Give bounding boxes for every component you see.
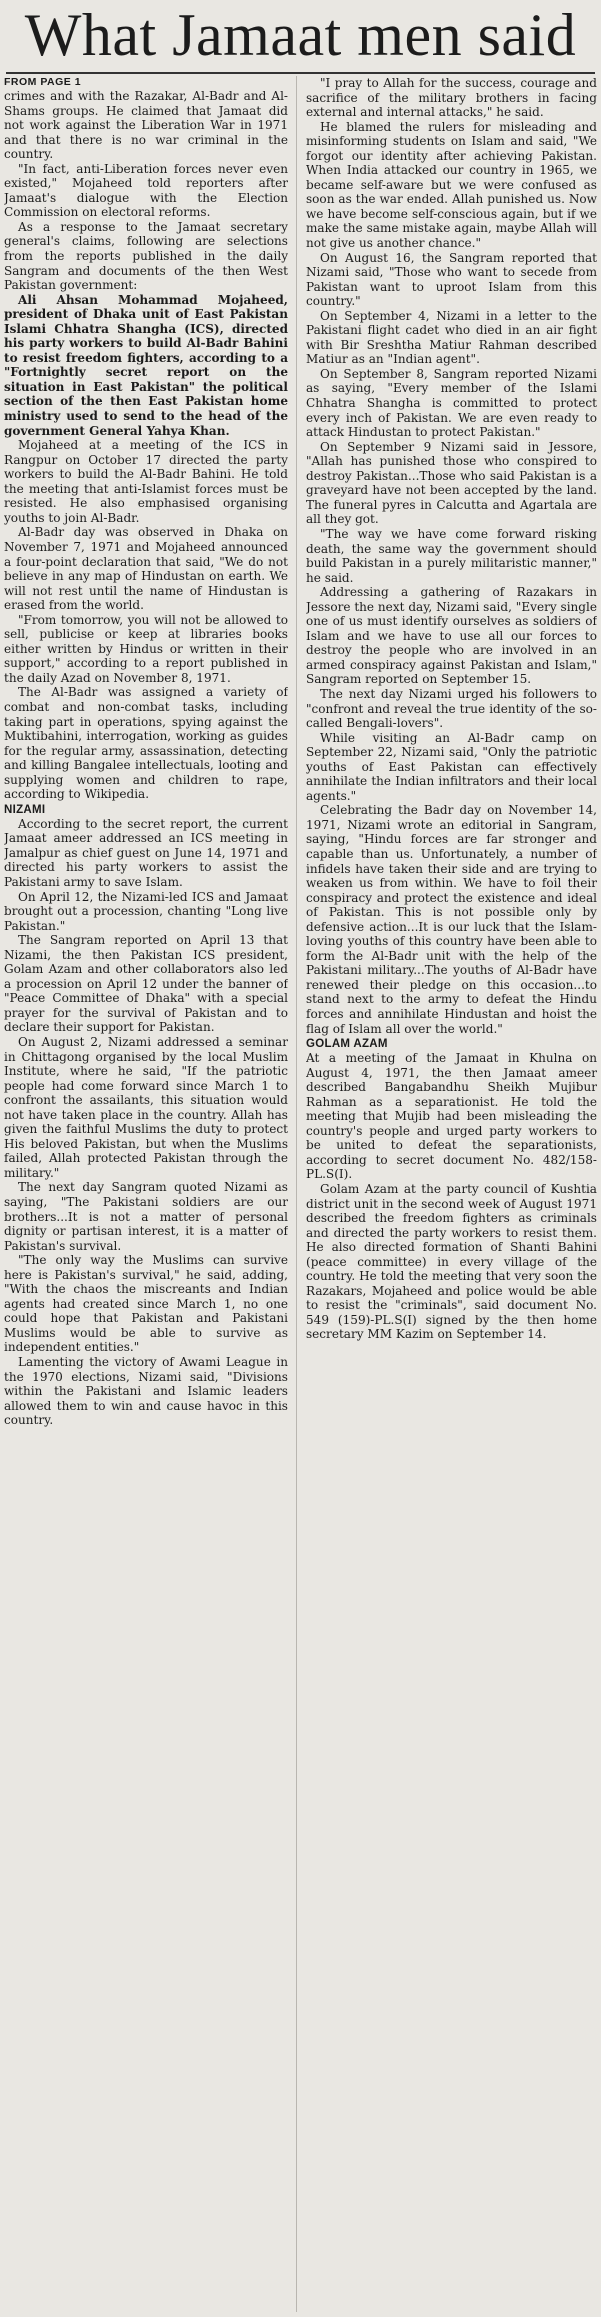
article-paragraph: He blamed the rulers for misleading and misinforming students on Islam and said, "We forgot our identity after achieving Pakistan. When India attacked our country in 1965, we became self-aware but we were confused as soon as the war ended. Allah punished us. Now we have become self-conscious again, but if we make the same mistake again, maybe Allah will not give us another chance." xyxy=(306,119,597,251)
article-paragraph: Ali Ahsan Mohammad Mojaheed, president of Dhaka unit of East Pakistan Islami Chhatra Shangha (ICS), directed his party workers to build Al-Badr Bahini to resist freedom fighters, according to a "Fortnightly secret report on the situation in East Pakistan" the political section of the then East Pakistan home ministry used to send to the head of the government General Yahya Khan. xyxy=(4,292,288,438)
article-paragraph: "From tomorrow, you will not be allowed to sell, publicise or keep at libraries books either written by Hindus or written in their support," according to a report published in the daily Azad on November 8, 1971. xyxy=(4,612,288,685)
article-paragraph: "The only way the Muslims can survive here is Pakistan's survival," he said, adding, "With the chaos the miscreants and Indian agents had created since March 1, no one could hope that Pakistan and Pakistani Muslims would be able to survive as independent entities." xyxy=(4,1253,288,1355)
article-paragraph: Celebrating the Badr day on November 14, 1971, Nizami wrote an editorial in Sangram, saying, "Hindu forces are far stronger and capable than us. Unfortunately, a number of infidels have taken their side and are trying to weaken us from within. We have to foil their conspiracy and protect the existence and ideal of Pakistan. This is not possible only by defensive action...It is our luck that the Islam-loving youths of this country have been able to form the Al-Badr unit with the help of the Pakistani military...The youths of Al-Badr have renewed their pledge on this occasion...to stand next to the army to defeat the Hindu forces and annihilate Hindustan and hoist the flag of Islam all over the world." xyxy=(306,803,597,1036)
article-paragraph: On August 16, the Sangram reported that Nizami said, "Those who want to secede from Pakistan want to uproot Islam from this country." xyxy=(306,250,597,309)
article-column-left xyxy=(4,76,288,2314)
article-paragraph: The next day Sangram quoted Nizami as saying, "The Pakistani soldiers are our brothers...It is not a matter of personal dignity or partisan interest, it is a matter of Pakistan's survival. xyxy=(4,1180,288,1253)
article-paragraph: Mojaheed at a meeting of the ICS in Rangpur on October 17 directed the party workers to build the Al-Badr Bahini. He told the meeting that anti-Islamist forces must be resisted. He also emphasised organising youths to join Al-Badr. xyxy=(4,438,288,525)
article-paragraph: Golam Azam at the party council of Kushtia district unit in the second week of August 1971 described the freedom fighters as criminals and directed the party workers to resist them. He also directed formation of Shanti Bahini (peace committee) in every village of the country. He told the meeting that very soon the Razakars, Mojaheed and police would be able to resist the "criminals", said document No. 549 (159)-PL.S(I) signed by the then home secretary MM Kazim on September 14. xyxy=(306,1182,597,1342)
headline-rule xyxy=(6,72,595,74)
section-subhead: GOLAM AZAM xyxy=(306,1038,388,1051)
article-paragraph: While visiting an Al-Badr camp on September 22, Nizami said, "Only the patriotic youths of East Pakistan can effectively annihilate the Indian infiltrators and their local agents." xyxy=(306,730,597,803)
article-paragraph: On September 4, Nizami in a letter to the Pakistani flight cadet who died in an air fight with Bir Sreshtha Matiur Rahman described Matiur as an "Indian agent". xyxy=(306,308,597,367)
article-paragraph: "The way we have come forward risking death, the same way the government should build Pakistan in a purely militaristic manner," he said. xyxy=(306,526,597,585)
article-paragraph: The Sangram reported on April 13 that Nizami, the then Pakistan ICS president, Golam Azam and other collaborators also led a procession on April 12 under the banner of "Peace Committee of Dhaka" with a special prayer for the survival of Pakistan and to declare their support for Pakistan. xyxy=(4,933,288,1035)
section-subhead: NIZAMI xyxy=(4,803,46,816)
continuation-kicker: FROM PAGE 1 xyxy=(4,76,82,88)
article-paragraph: "I pray to Allah for the success, courage and sacrifice of the military brothers in facing external and internal attacks," he said. xyxy=(306,76,597,120)
article-paragraph: The Al-Badr was assigned a variety of combat and non-combat tasks, including taking part in operations, spying against the Muktibahini, interrogation, working as guides for the regular army, assassination, detecting and killing Bangalee intellectuals, looting and supplying women and children to rape, according to Wikipedia. xyxy=(4,685,288,802)
article-paragraph: Al-Badr day was observed in Dhaka on November 7, 1971 and Mojaheed announced a four-point declaration that said, "We do not believe in any map of Hindustan on earth. We will not rest until the name of Hindustan is erased from the world. xyxy=(4,525,288,613)
article-paragraph: On August 2, Nizami addressed a seminar in Chittagong organised by the local Muslim Institute, where he said, "If the patriotic people had come forward since March 1 to confront the assailants, this situation would not have taken place in the country. Allah has given the faithful Muslims the duty to protect His beloved Pakistan, but when the Muslims failed, Allah protected Pakistan through the military." xyxy=(4,1035,288,1180)
article-column-right xyxy=(306,76,597,2314)
article-paragraph: The next day Nizami urged his followers to "confront and reveal the true identity of the so-called Bengali-lovers". xyxy=(306,686,597,731)
article-paragraph: Lamenting the victory of Awami League in the 1970 elections, Nizami said, "Divisions within the Pakistani and Islamic leaders allowed them to win and cause havoc in this country. xyxy=(4,1355,288,1428)
article-paragraph: Addressing a gathering of Razakars in Jessore the next day, Nizami said, "Every single one of us must identify ourselves as soldiers of Islam and we have to use all our forces to destroy the people who are involved in an armed conspiracy against Pakistan and Islam," Sangram reported on September 15. xyxy=(306,585,597,687)
article-paragraph: FROM PAGE 1 crimes and with the Razakar, Al-Badr and Al-Shams groups. He claimed that Jamaat did not work against the Liberation War in 1971 and that there is no war criminal in the country. xyxy=(4,76,288,162)
headline: What Jamaat men said xyxy=(24,2,577,68)
article-paragraph: At a meeting of the Jamaat in Khulna on August 4, 1971, the then Jamaat ameer described Bangabandhu Sheikh Mujibur Rahman as a separationist. He told the meeting that Mujib had been misleading the country's people and urged party workers to be united to defeat the separationists, according to secret document No. 482/158-PL.S(I). xyxy=(306,1051,597,1182)
article-paragraph: As a response to the Jamaat secretary general's claims, following are selections from the reports published in the daily Sangram and documents of the then West Pakistan government: xyxy=(4,219,288,293)
article-paragraph: "In fact, anti-Liberation forces never even existed," Mojaheed told reporters after Jamaat's dialogue with the Election Commission on electoral reforms. xyxy=(4,161,288,220)
article-paragraph: On April 12, the Nizami-led ICS and Jamaat brought out a procession, chanting "Long live Pakistan." xyxy=(4,889,288,933)
article-paragraph: On September 8, Sangram reported Nizami as saying, "Every member of the Islami Chhatra Shangha is committed to protect every inch of Pakistan. We are even ready to attack Hindustan to protect Pakistan." xyxy=(306,366,597,440)
column-divider xyxy=(296,76,297,2312)
article-paragraph: On September 9 Nizami said in Jessore, "Allah has punished those who conspired to destroy Pakistan...Those who said Pakistan is a graveyard have not been accepted by the land. The funeral pyres in Calcutta and Agartala are all they got. xyxy=(306,439,597,527)
article-paragraph: According to the secret report, the current Jamaat ameer addressed an ICS meeting in Jamalpur as chief guest on June 14, 1971 and directed his party workers to assist the Pakistani army to save Islam. xyxy=(4,816,288,889)
